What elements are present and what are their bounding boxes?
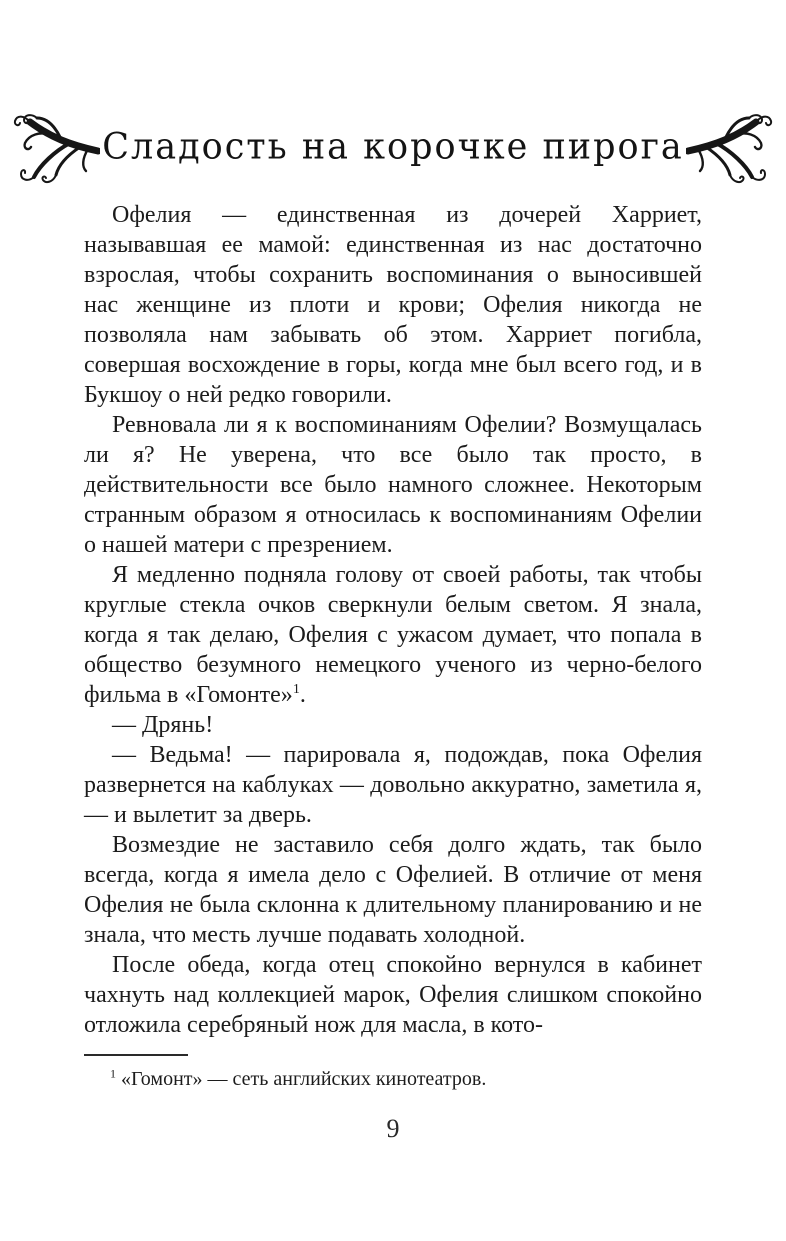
footnote-marker: 1 (110, 1066, 116, 1081)
branch-ornament-left-icon (8, 105, 100, 189)
paragraph-6: Возмездие не заставило себя долго ждать, так было всегда, когда я имела дело с Офелией. В отличие от меня Офелия не была склонна к длительному планированию и не знала, что месть лучше подавать холодной. (84, 832, 702, 948)
footnote-text: «Гомонт» — сеть английских кинотеатров. (121, 1068, 487, 1090)
branch-ornament-right-icon (686, 105, 778, 189)
paragraph-1: Офелия — единственная из дочерей Харриет, называвшая ее мамой: единственная из нас достаточно взрослая, чтобы сохранить воспоминания о выносившей нас женщине из плоти и крови; Офелия никогда не позволяла нам забывать об этом. Харриет погибла, совершая восхождение в горы, когда мне был всего год, и в Букшоу о ней редко говорили. (84, 202, 702, 408)
chapter-title: Сладость на корочке пирога (102, 126, 684, 168)
paragraph-7: После обеда, когда отец спокойно вернулся в кабинет чахнуть над коллекцией марок, Офелия слишком спокойно отложила серебряный нож для масла, в кото- (84, 952, 702, 1038)
paragraph-3-text: Я медленно подняла голову от своей работы, так чтобы круглые стекла очков сверкнули белым светом. Я знала, когда я так делаю, Офелия с ужасом думает, что попала в общество безумного немецкого ученого из черно-белого фильма в «Гомонте» (84, 562, 702, 708)
chapter-header (0, 104, 786, 190)
body-text (84, 200, 702, 1040)
footnote-reference: 1 (292, 682, 300, 697)
footnote-divider (84, 1054, 188, 1056)
paragraph-5-dialogue: — Ведьма! — парировала я, подождав, пока Офелия развернется на каблуках — довольно аккуратно, заметила я, — и вылетит за дверь. (84, 742, 702, 828)
page-number: 9 (386, 1114, 400, 1143)
paragraph-2: Ревновала ли я к воспоминаниям Офелии? Возмущалась ли я? Не уверена, что все было так просто, в действительности все было намного сложнее. Некоторым странным образом я относилась к воспоминаниям Офелии о нашей матери с презрением. (84, 412, 702, 558)
paragraph-3 (84, 560, 702, 710)
paragraph-3-tail: . (299, 682, 306, 708)
paragraph-4-dialogue: — Дрянь! (112, 712, 214, 738)
footnote (84, 1066, 702, 1092)
